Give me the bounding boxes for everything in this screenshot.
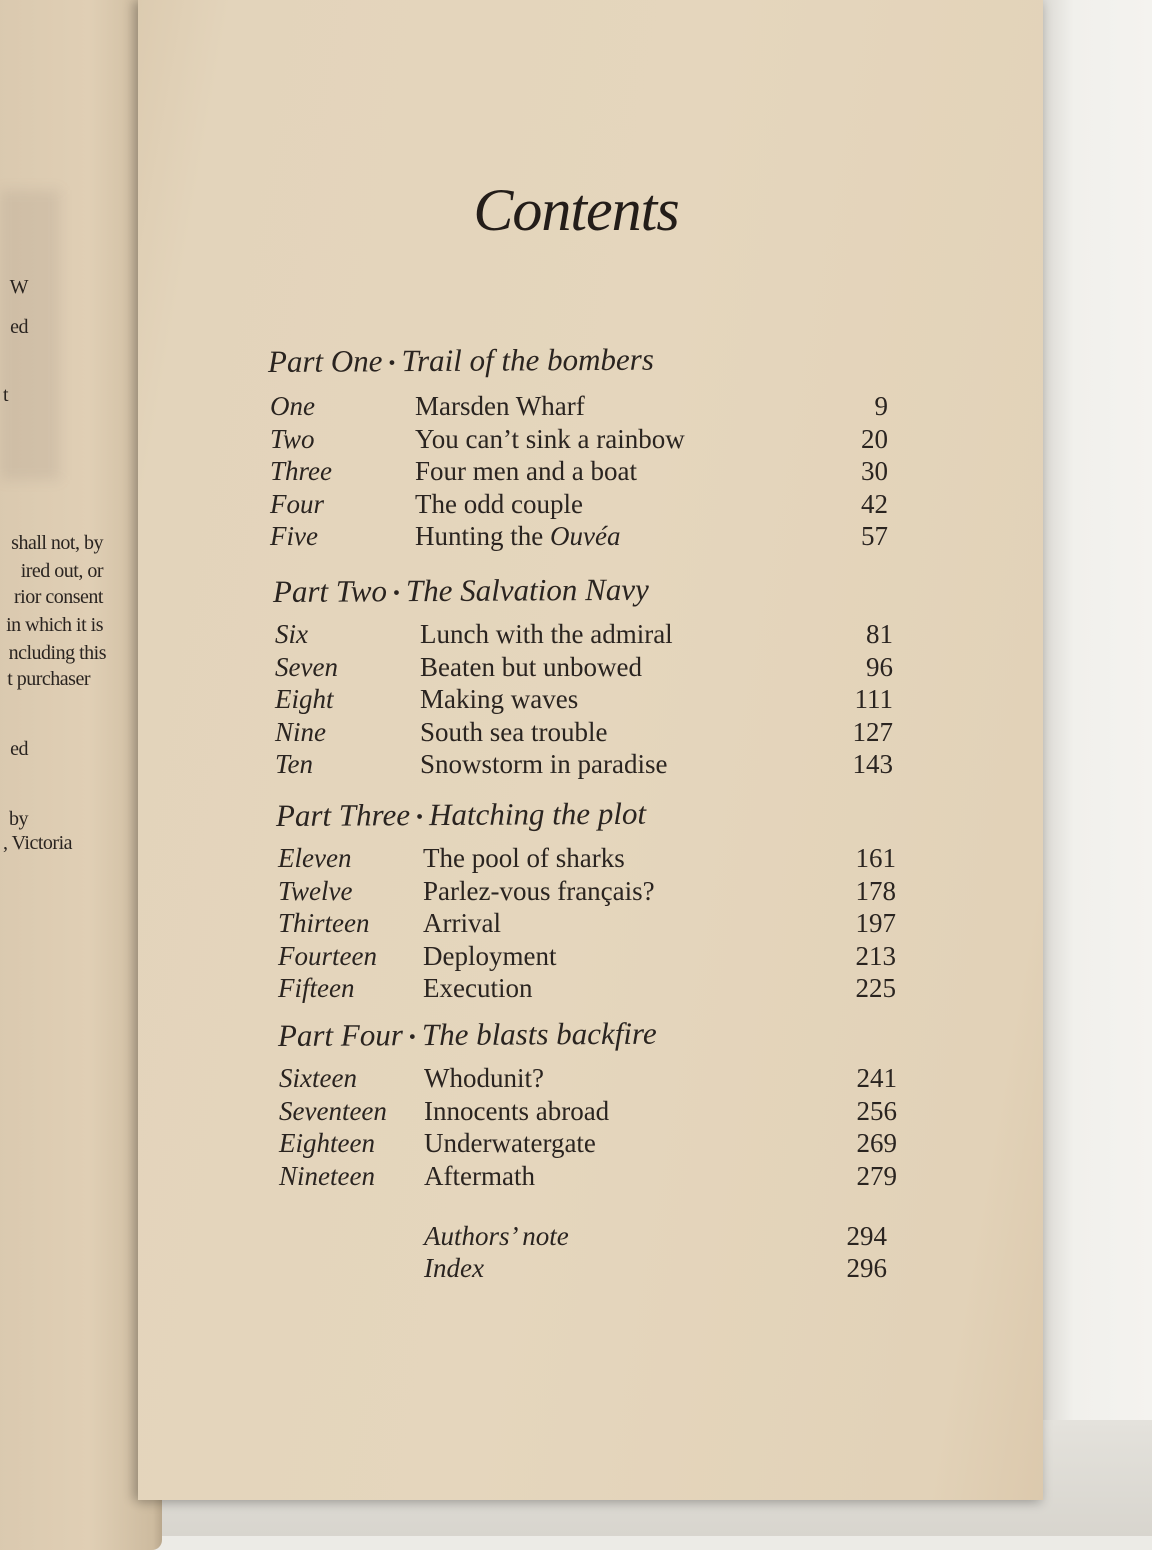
chapter-number: Sixteen [279,1063,357,1093]
page-number: 57 [861,521,888,551]
chapter-number: Five [270,521,318,551]
facing-page-fragment: rior consent [14,586,103,608]
chapter-title: The odd couple [415,488,583,519]
page-number: 269 [856,1128,897,1158]
chapter-title: Marsden Wharf [415,391,585,421]
page-number: 9 [874,391,888,421]
chapter-entry [279,1127,897,1159]
chapter-title: You can’t sink a rainbow [415,423,685,454]
back-matter-title: Authors’ note [424,1221,569,1251]
bullet-separator: • [408,1026,416,1049]
chapter-title: The pool of sharks [423,843,625,873]
chapter-title-italic: Ouvéa [550,521,621,551]
part-heading [276,796,646,834]
bullet-separator: • [392,582,401,605]
chapter-number: Eighteen [279,1128,375,1158]
chapter-entry [275,683,893,715]
page-number: 30 [861,456,888,486]
facing-page-fragment: W [9,276,28,298]
part-label: Part Three [275,797,411,833]
part-label: Part Four [277,1017,403,1053]
facing-page-fragment: ed [10,738,28,760]
chapter-entry [275,748,893,780]
page-number: 143 [852,749,893,779]
page-number: 161 [855,843,896,873]
part-heading [278,1016,657,1054]
chapter-number: Eleven [278,843,352,873]
chapter-number: Twelve [278,875,353,906]
page-number: 111 [854,684,893,714]
chapter-title: Deployment [423,940,557,971]
chapter-entry [270,423,888,455]
facing-page-fragment: t [2,384,8,406]
part-label: Part One [267,343,383,379]
chapter-entry [270,455,888,487]
facing-page-fragment: ncluding this [8,642,106,664]
page-number: 225 [855,973,896,1003]
chapter-number: Ten [275,749,314,779]
facing-page-fragment: shall not, by [11,532,103,554]
back-matter-title: Index [424,1253,484,1283]
page-number: 127 [852,716,893,747]
part-heading [268,342,654,380]
chapter-title: Beaten but unbowed [420,651,642,682]
part-title: Trail of the bombers [401,341,654,379]
chapter-number: Three [270,456,332,486]
page-number: 81 [866,619,893,649]
facing-page-fragment: t purchaser [7,668,90,690]
chapter-entry [278,972,896,1004]
chapter-title: Lunch with the admiral [420,619,673,649]
chapter-number: Nineteen [279,1160,375,1191]
page-title: Contents [473,177,679,243]
part-title: Hatching the plot [428,795,647,833]
chapter-title: Parlez-vous français? [423,875,655,906]
facing-page-fragment: by [9,808,28,830]
chapter-title-text: Hunting the [415,521,550,551]
chapter-title: Snowstorm in paradise [420,749,668,779]
chapter-title: South sea trouble [420,716,608,747]
chapter-number: Fifteen [278,973,355,1003]
chapter-entry [279,1062,897,1094]
chapter-title: Making waves [420,684,579,714]
page-number: 296 [846,1253,887,1283]
chapter-number: One [270,391,315,421]
part-title: The blasts backfire [421,1015,657,1053]
chapter-entry [275,716,893,748]
chapter-entry [275,651,893,683]
part-heading [273,572,649,610]
chapter-number: Two [270,423,315,454]
chapter-entry [278,842,896,874]
chapter-title: Whodunit? [424,1063,544,1093]
chapter-entry [278,907,896,939]
chapter-number: Thirteen [278,908,370,938]
page-number: 197 [855,908,896,938]
page-number: 42 [861,488,888,519]
chapter-entry [278,940,896,972]
chapter-entry [278,875,896,907]
chapter-entry [270,390,888,422]
chapter-number: Seven [275,651,338,682]
facing-page-fragment: ed [10,316,28,338]
back-matter-entry [279,1220,887,1252]
chapter-number: Four [270,488,324,519]
bullet-separator: • [388,352,396,375]
chapter-title: Four men and a boat [415,456,637,486]
facing-page-fragment: in which it is [6,614,103,636]
back-matter-entry [279,1252,887,1284]
part-title: The Salvation Navy [405,571,649,609]
chapter-title: Innocents abroad [424,1095,610,1126]
facing-page-fragment: ired out, or [20,560,103,582]
bullet-separator: • [415,806,424,829]
chapter-number: Six [275,619,308,649]
chapter-number: Eight [275,684,334,714]
chapter-title: Arrival [423,908,501,938]
chapter-entry [270,488,888,520]
page-number: 20 [861,423,888,454]
page-number: 96 [866,651,893,682]
page-number: 178 [855,875,896,906]
chapter-title: Execution [423,973,533,1003]
page-number: 294 [846,1221,887,1251]
chapter-number: Nine [275,716,326,747]
chapter-entry [275,618,893,650]
chapter-entry [270,520,888,552]
chapter-entry [279,1095,897,1127]
page-number: 213 [855,940,896,971]
facing-page-fragment: , Victoria [3,832,72,854]
chapter-title: Aftermath [424,1160,535,1191]
page-number: 256 [856,1095,897,1126]
chapter-title [415,520,620,552]
chapter-entry [279,1160,897,1192]
page-number: 279 [856,1160,897,1191]
page-number: 241 [856,1063,897,1093]
chapter-number: Fourteen [278,940,377,971]
part-label: Part Two [272,573,388,609]
chapter-title: Underwatergate [424,1128,596,1158]
chapter-number: Seventeen [279,1095,387,1126]
